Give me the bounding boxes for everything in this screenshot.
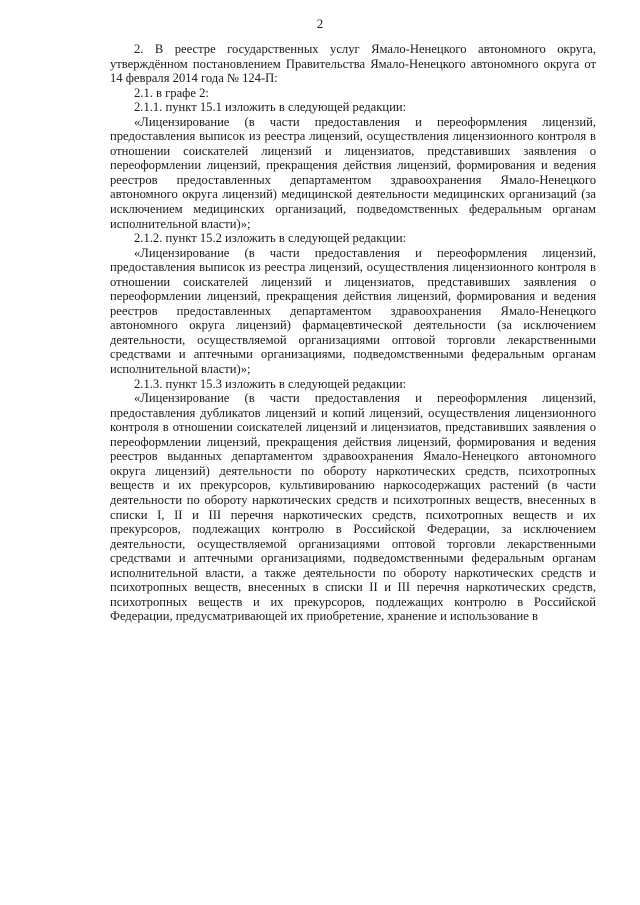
quote-item-15-1: «Лицензирование (в части предоставления и переоформления лицензий, предоставления выписок из реестра лицензий, осуществления лицензионного контроля в отношении соискателей лицензий и лицензиатов, представивших заявления о переоформлении лицензий, прекращения действия лицензий, формирования и ведения реестров предоставленных департаментом здравоохранения Ямало-Ненецкого автономного округа лицензий) медицинской деятельности медицинских организаций (за исключением медицинских организаций, подведомственных федеральным органам исполнительной власти)»;: [110, 114, 596, 231]
paragraph-2-1-2: 2.1.2. пункт 15.2 изложить в следующей редакции:: [134, 231, 407, 246]
paragraph-section-2: 2. В реестре государственных услуг Ямало-Ненецкого автономного округа, утверждённом постановлением Правительства Ямало-Ненецкого автономного округа от 14 февраля 2014 года № 124-П:: [110, 42, 596, 86]
paragraph-2-1-3: 2.1.3. пункт 15.3 изложить в следующей редакции:: [134, 376, 407, 391]
page-number: 2: [316, 16, 324, 31]
document-body: [110, 42, 596, 624]
quote-item-15-3: «Лицензирование (в части предоставления и переоформления лицензий, предоставления дубликатов лицензий и копий лицензий, осуществления лицензионного контроля в отношении соискателей лицензий и лицензиатов, представивших заявления о переоформлении лицензий, прекращения действия лицензий, формирования и ведения реестров выданных департаментом здравоохранения Ямало-Ненецкого автономного округа лицензий) деятельности по обороту наркотических средств, психотропных веществ и их прекурсоров, культивированию наркосодержащих растений (в части деятельности по обороту наркотических средств и психотропных веществ, внесенных в списки I, II и III перечня наркотических средств, психотропных веществ и их прекурсоров, подлежащих контролю в Российской Федерации, за исключением деятельности, осуществляемой организациями оптовой торговли лекарственными средствами и аптечными организациями, подведомственными федеральным органам исполнительной власти, а также деятельности по обороту наркотических средств и психотропных веществ, внесенных в списки II и III перечня наркотических средств, психотропных веществ и их прекурсоров, подлежащих контролю в Российской Федерации, предусматривающей их приобретение, хранение и использование в: [110, 391, 596, 624]
paragraph-2-1: 2.1. в графе 2:: [134, 85, 209, 100]
quote-item-15-2: «Лицензирование (в части предоставления и переоформления лицензий, предоставления выписок из реестра лицензий, осуществления лицензионного контроля в отношении соискателей лицензий и лицензиатов, представивших заявления о переоформлении лицензий, прекращения действия лицензий, формирования и ведения реестров предоставленных департаментом здравоохранения Ямало-Ненецкого автономного округа лицензий) фармацевтической деятельности (за исключением деятельности, осуществляемой организациями оптовой торговли лекарственными средствами и аптечными организациями, подведомственными федеральным органам исполнительной власти)»;: [110, 245, 596, 377]
paragraph-2-1-1: 2.1.1. пункт 15.1 изложить в следующей редакции:: [134, 100, 407, 115]
